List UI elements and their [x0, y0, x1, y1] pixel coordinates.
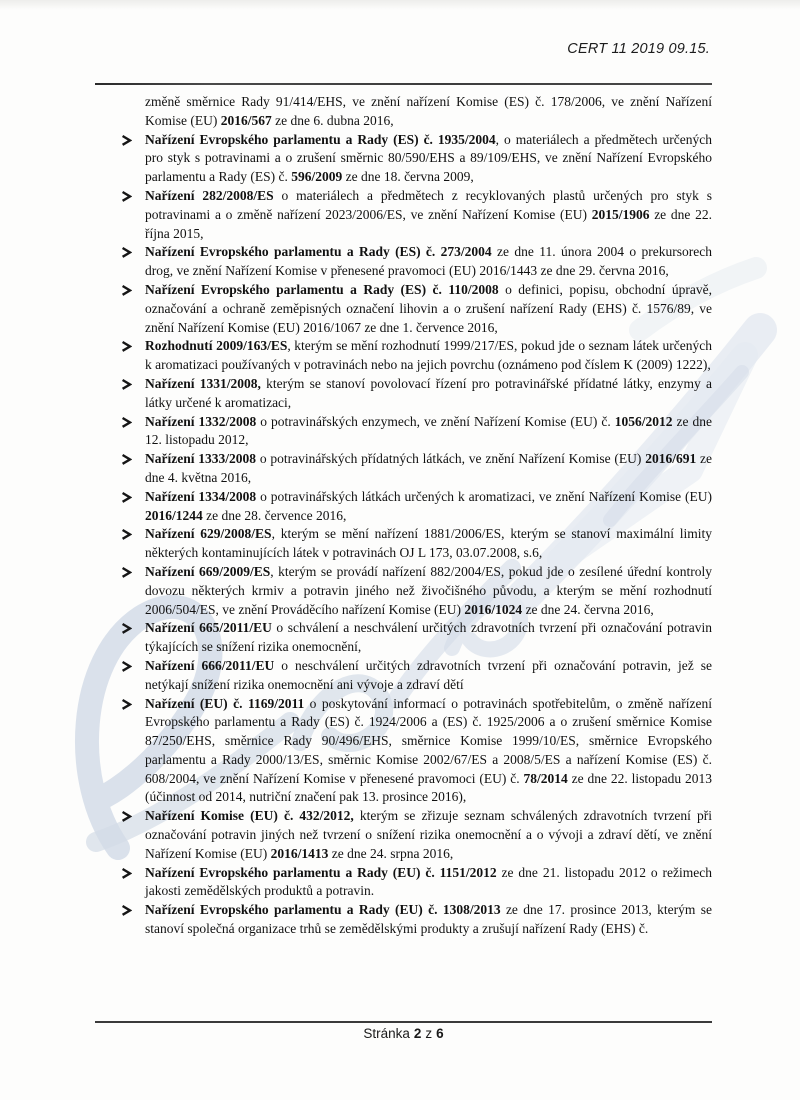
arrow-bullet-icon [121, 340, 132, 353]
arrow-bullet-icon [121, 698, 132, 711]
item-text: Nařízení Evropského parlamentu a Rady (EU) č. 1151/2012 ze dne 21. listopadu 2012 o režimech jakosti zemědělských produktů a potravin. [145, 864, 712, 899]
item-text: Nařízení Evropského parlamentu a Rady (ES) č. 273/2004 ze dne 11. února 2004 o prekursorech drog, ve znění Nařízení Komise v přenesené pravomoci (EU) 2016/1443 ze dne 29. června 2016, [145, 244, 712, 279]
arrow-bullet-icon [121, 904, 132, 917]
list-item [120, 619, 712, 657]
list-item [120, 413, 712, 451]
item-text: Nařízení Evropského parlamentu a Rady (EU) č. 1308/2013 ze dne 17. prosince 2013, kterým se stanoví společná organizace trhů se zemědělskými produkty a zrušují nařízení Rady (EHS) č. [145, 902, 712, 937]
item-text: Nařízení 282/2008/ES o materiálech a předmětech z recyklovaných plastů určených pro styk s potravinami a o změně nařízení 2023/2006/ES, ve znění Nařízení Komise (EU) 2015/1906 ze dne 22. října 2015, [145, 187, 713, 241]
list-item [120, 695, 712, 808]
list-item [120, 243, 712, 281]
item-text: Nařízení Evropského parlamentu a Rady (ES) č. 110/2008 o definici, popisu, obchodní úpravě, označování a ochraně zeměpisných označení lihovin a o zrušení nařízení Rady (EHS) č. 1576/89, ve znění Nařízení Komise (EU) 2016/1067 ze dne 1. července 2016, [145, 281, 712, 335]
item-text: Nařízení 1331/2008, kterým se stanoví povolovací řízení pro potravinářské přídatné látky, enzymy a látky určené k aromatizaci, [145, 375, 712, 410]
regulation-list [120, 93, 712, 939]
item-text: Nařízení 1332/2008 o potravinářských enzymech, ve znění Nařízení Komise (EU) č. 1056/2012 ze dne 12. listopadu 2012, [145, 413, 712, 448]
footer-of-word: z [425, 1026, 433, 1041]
list-item [120, 187, 712, 243]
arrow-bullet-icon [121, 528, 132, 541]
item-text: Nařízení 1333/2008 o potravinářských přídatných látkách, ve znění Nařízení Komise (EU) 2016/691 ze dne 4. května 2016, [145, 451, 712, 485]
footer-total-pages: 6 [436, 1026, 444, 1041]
item-text: změně směrnice Rady 91/414/EHS, ve znění nařízení Komise (ES) č. 178/2006, ve znění Nařízení Komise (EU) 2016/567 ze dne 6. dubna 2016, [145, 94, 712, 128]
item-text: Nařízení 665/2011/EU o schválení a neschválení určitých zdravotních tvrzení při označování potravin týkajících se snížení rizika onemocnění, [145, 620, 712, 655]
arrow-bullet-icon [121, 134, 132, 147]
footer-rule [95, 1021, 712, 1023]
item-text: Rozhodnutí 2009/163/ES, kterým se mění rozhodnutí 1999/217/ES, pokud jde o seznam látek určených k aromatizaci používaných v potravinách nebo na jejich povrchu (oznámeno pod číslem K (2009) 1222), [145, 338, 712, 373]
arrow-bullet-icon [121, 284, 132, 297]
list-item [120, 281, 712, 337]
arrow-bullet-icon [121, 660, 132, 673]
header-rule [95, 83, 712, 85]
list-item [120, 807, 712, 863]
list-item [120, 864, 712, 902]
document-header-stamp: CERT 11 2019 09.15. [567, 41, 710, 57]
arrow-bullet-icon [121, 491, 132, 504]
arrow-bullet-icon [121, 190, 132, 203]
continuation-paragraph [120, 93, 712, 131]
list-item [120, 901, 712, 939]
footer-page-number: 2 [413, 1026, 422, 1041]
item-text: Nařízení (EU) č. 1169/2011 o poskytování informací o potravinách spotřebitelům, o změně nařízení Evropského parlamentu a Rady (ES) č. 1924/2006 a (ES) č. 1925/2006 a o zrušení směrnice Komise 87/250/EHS, směrnice Rady 90/496/EHS, směrnice Komise 1999/10/ES, směrnice Evropského parlamentu a Rady 2000/13/ES, směrnic Komise 2002/67/ES a 2008/5/ES a nařízení Komise (ES) č. 608/2004, ve znění Nařízení Komise v přenesené pravomoci (EU) č. 78/2014 ze dne 22. listopadu 2013 (účinnost od 2014, nutriční značení pak 13. prosince 2016), [145, 695, 712, 805]
list-item [120, 657, 712, 695]
list-item [120, 337, 712, 375]
arrow-bullet-icon [121, 622, 132, 635]
arrow-bullet-icon [121, 867, 132, 880]
item-text: Nařízení 629/2008/ES, kterým se mění nařízení 1881/2006/ES, kterým se stanoví maximální limity některých kontaminujících látek v potravinách OJ L 173, 03.07.2008, s.6, [145, 526, 713, 561]
footer-prefix: Stránka [363, 1026, 410, 1041]
item-text: Nařízení Evropského parlamentu a Rady (ES) č. 1935/2004, o materiálech a předmětech určených pro styk s potravinami a o zrušení směrnic 80/590/EHS a 89/109/EHS, ve znění Nařízení Evropského parlamentu a Rady (ES) č. 596/2009 ze dne 18. června 2009, [145, 131, 712, 185]
list-item [120, 450, 712, 488]
list-item [120, 375, 712, 413]
arrow-bullet-icon [121, 453, 132, 466]
item-text: Nařízení 1334/2008 o potravinářských látkách určených k aromatizaci, ve znění Nařízení Komise (EU) 2016/1244 ze dne 28. července 2016, [145, 488, 712, 523]
arrow-bullet-icon [121, 246, 132, 259]
item-text: Nařízení 669/2009/ES, kterým se provádí nařízení 882/2004/ES, pokud jde o zesílené úřední kontroly dovozu některých krmiv a potravin jiného než živočišného původu, a kterým se mění rozhodnutí 2006/504/ES, ve znění Prováděcího nařízení Komise (EU) 2016/1024 ze dne 24. června 2016, [145, 563, 713, 617]
arrow-bullet-icon [121, 416, 132, 429]
list-item [120, 488, 712, 526]
arrow-bullet-icon [121, 378, 132, 391]
item-text: Nařízení Komise (EU) č. 432/2012, kterým se zřizuje seznam schválených zdravotních tvrzení při označování potravin jiných než tvrzení o snížení rizika onemocnění a o vývoji a zdraví dětí, ve znění Nařízení Komise (EU) 2016/1413 ze dne 24. srpna 2016, [145, 808, 712, 861]
list-item [120, 131, 712, 187]
page-footer [95, 1026, 712, 1041]
list-item [120, 525, 712, 563]
item-text: Nařízení 666/2011/EU o neschválení určitých zdravotních tvrzení při označování potravin, jež se netýkají snížení rizika onemocnění ani vývoje a zdraví dětí [145, 657, 712, 692]
list-item [120, 563, 712, 619]
arrow-bullet-icon [121, 566, 132, 579]
arrow-bullet-icon [121, 810, 132, 823]
